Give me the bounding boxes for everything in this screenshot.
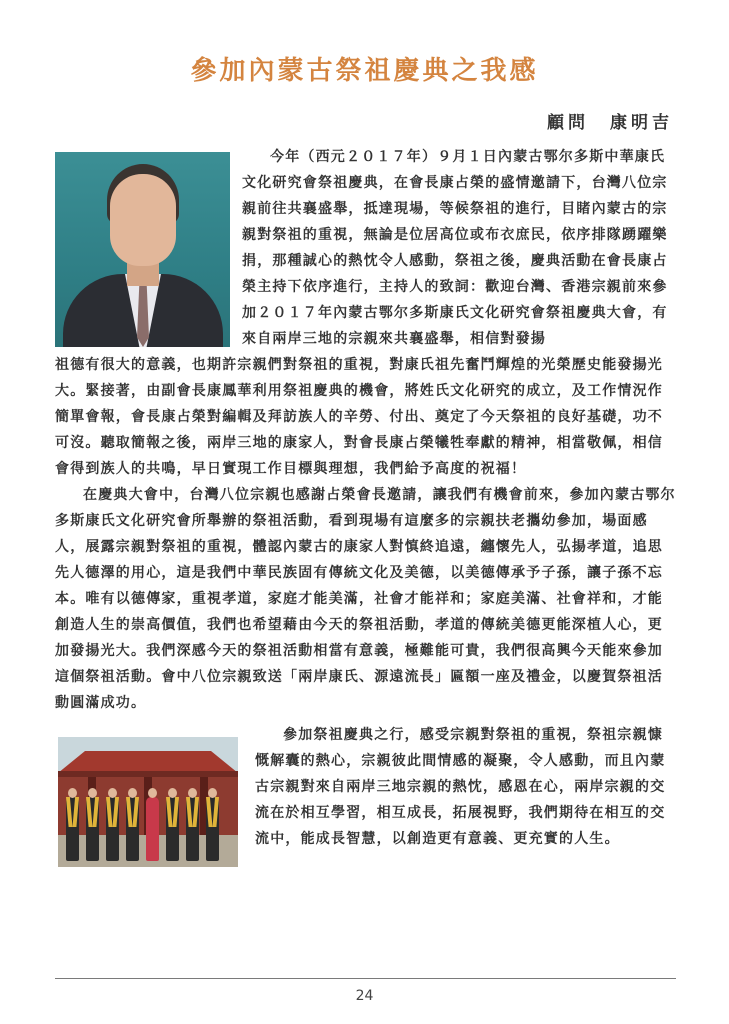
group-photo [58,737,238,867]
article-title: 參加內蒙古祭祖慶典之我感 [190,56,539,86]
article-author: 顧問 康明吉 [547,113,673,133]
author-portrait-photo [55,152,230,347]
footer-rule [55,978,676,979]
paragraph-3: 在慶典大會中，台灣八位宗親也感謝占榮會長邀請，讓我們有機會前來，參加內蒙古鄂尔多斯康氏文化研究會所舉辦的祭祖活動，看到現場有這麼多的宗親扶老攜幼參加，場面感人，展露宗親對祭祖的重視，體認內蒙古的康家人對慎終追遠，纏懷先人，弘揚孝道，追思先人德澤的用心，這是我們中華民族固有傳統文化及美德，以美德傳承予子孫，讓子孫不忘本。唯有以德傳家，重視孝道，家庭才能美滿，社會才能祥和；家庭美滿、社會祥和，才能創造人生的崇高價值，我們也希望藉由今天的祭祖活動，孝道的傳統美德更能深植人心，更加發揚光大。我們深感今天的祭祖活動相當有意義，極難能可貴，我們很高興今天能來參加這個祭祖活動。會中八位宗親致送「兩岸康氏、源遠流長」匾額一座及禮金，以慶賀祭祖活動圓滿成功。 [55,487,676,711]
page-number: 24 [355,988,374,1004]
paragraph-1: 今年（西元２０１７年）９月１日內蒙古鄂尔多斯中華康氏文化研究會祭祖慶典，在會長康占榮的盛情邀請下，台灣八位宗親前往共襄盛舉，抵達現場，等候祭祖的進行，目睹內蒙古的宗親對祭祖的重視，無論是位居高位或布衣庶民，依序排隊踴躍樂捐，那種誠心的熱忱令人感動，祭祖之後，慶典活動在會長康占榮主持下依序進行，主持人的致詞：歡迎台灣、香港宗親前來參加２０１７年內蒙古鄂尔多斯康氏文化研究會祭祖慶典大會，有來自兩岸三地的宗親來共襄盛舉，相信對發揚 [242,149,668,347]
paragraph-2: 祖德有很大的意義，也期許宗親們對祭祖的重視，對康氏祖先奮鬥輝煌的光榮歷史能發揚光大。緊接著，由副會長康鳳華利用祭祖慶典的機會，將姓氏文化研究的成立，及工作情況作簡單會報，會長康占榮對編輯及拜訪族人的辛勞、付出、奠定了今天祭祖的良好基礎，功不可沒。聽取簡報之後，兩岸三地的康家人，對會長康占榮犧牲奉獻的精神，相當敬佩，相信會得到族人的共鳴，早日實現工作目標與理想，我們給予高度的祝福！ [55,357,663,477]
paragraph-4: 參加祭祖慶典之行，感受宗親對祭祖的重視，祭祖宗親慷慨解囊的熱心，宗親彼此間情感的凝聚，令人感動，而且內蒙古宗親對來自兩岸三地宗親的熱忱，感恩在心，兩岸宗親的交流在於相互學習，相互成長，拓展視野，我們期待在相互的交流中，能成長智慧，以創造更有意義、更充實的人生。 [255,727,666,847]
